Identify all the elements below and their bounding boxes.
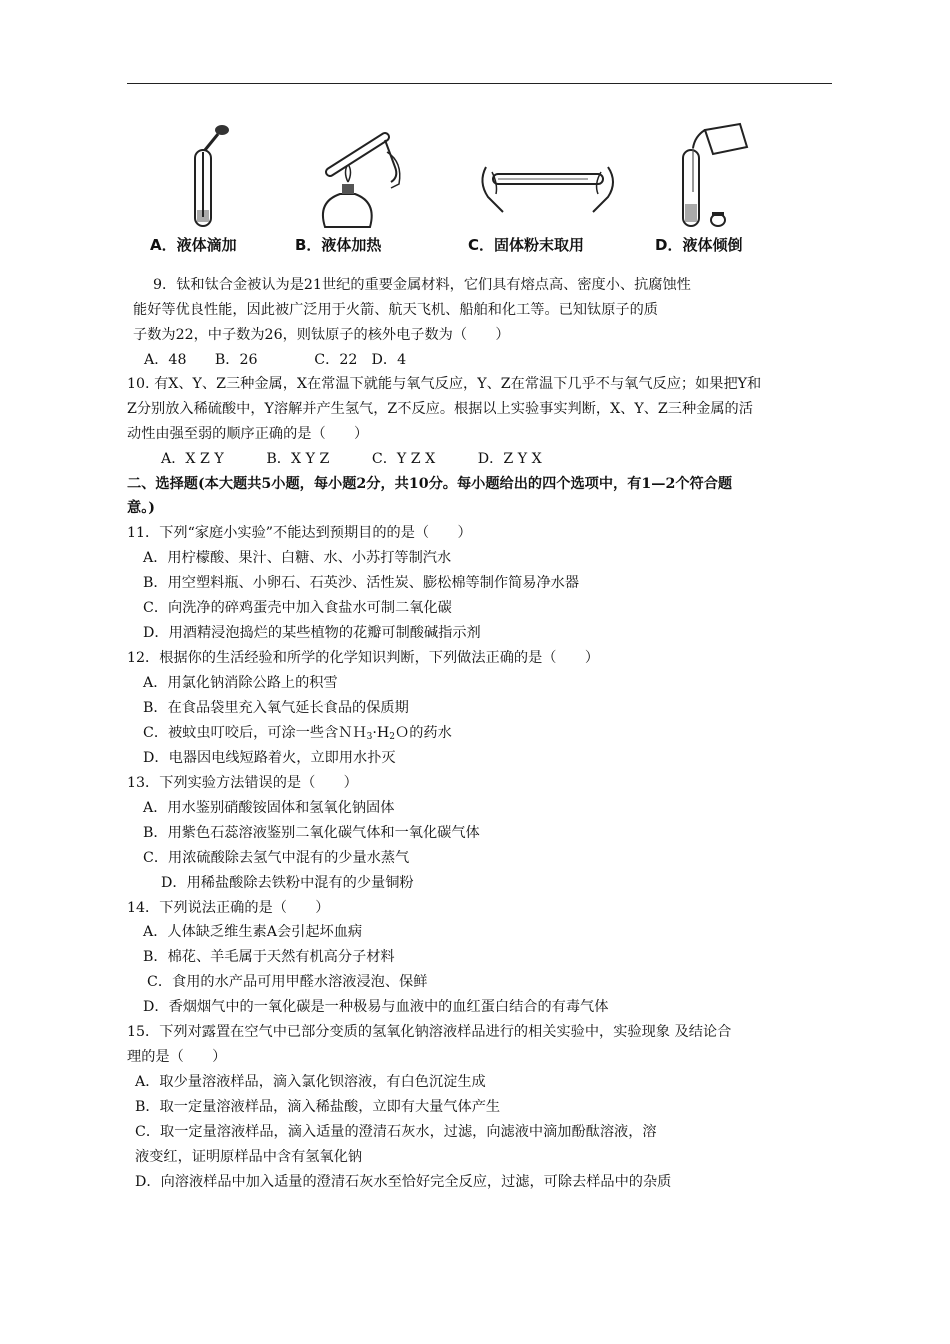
heating-tube-icon [295, 122, 465, 232]
figure-b [295, 122, 465, 260]
q11-option-a: A．用柠檬酸、果汁、白糖、水、小苏打等制汽水 [143, 550, 452, 566]
figure-d-caption: D．液体倾倒 [655, 236, 743, 254]
q12-stem: 12．根据你的生活经验和所学的化学知识判断，下列做法正确的是（ ） [127, 650, 600, 666]
powder-tube-icon [468, 122, 638, 232]
q10-options: A．X Z Y B．X Y Z C．Y Z X D．Z Y X [161, 451, 542, 467]
q14-stem: 14．下列说法正确的是（ ） [127, 900, 330, 916]
header-rule [127, 83, 832, 84]
q12-c-text-3: Ｏ的药水 [395, 725, 452, 741]
apparatus-figures [150, 122, 810, 260]
q9-line-3: 子数为22，中子数为26，则钛原子的核外电子数为（ ） [133, 327, 510, 343]
q12-option-d: D．电器因电线短路着火，立即用水扑灭 [143, 750, 396, 766]
q12-option-b: B．在食品袋里充入氧气延长食品的保质期 [143, 700, 409, 716]
q14-option-a: A．人体缺乏维生素A会引起坏血病 [143, 924, 363, 940]
q13-stem: 13．下列实验方法错误的是（ ） [127, 775, 358, 791]
section-2-heading-1: 二、选择题(本大题共5小题，每小题2分，共10分。每小题给出的四个选项中，有1—2个符合题 [127, 476, 733, 492]
q12-c-sub-2: 2 [389, 732, 396, 742]
figure-a-caption: A．液体滴加 [150, 236, 237, 254]
section-2-heading-2: 意。) [127, 500, 155, 516]
q13-option-d: D．用稀盐酸除去铁粉中混有的少量铜粉 [161, 875, 414, 891]
figure-b-caption: B．液体加热 [295, 236, 382, 254]
q12-option-a: A．用氯化钠消除公路上的积雪 [143, 675, 338, 691]
pouring-tube-icon [655, 122, 825, 232]
q15-option-c-2: 液变红，证明原样品中含有氢氧化钠 [135, 1149, 363, 1165]
q15-option-a: A．取少量溶液样品，滴入氯化钡溶液，有白色沉淀生成 [135, 1074, 486, 1090]
q15-line-2: 理的是（ ） [127, 1049, 227, 1065]
q13-option-a: A．用水鉴别硝酸铵固体和氢氧化钠固体 [143, 800, 395, 816]
q10-line-2: Z分别放入稀硫酸中，Y溶解并产生氢气，Z不反应。根据以上实验事实判断，X、Y、Z三种金属的活 [127, 401, 753, 417]
figure-c-caption: C．固体粉末取用 [468, 236, 585, 254]
q9-options: A．48 B．26 C．22 D．4 [144, 352, 407, 368]
q13-option-b: B．用紫色石蕊溶液鉴别二氧化碳气体和一氧化碳气体 [143, 825, 480, 841]
q9-line-1: 9．钛和钛合金被认为是21世纪的重要金属材料，它们具有熔点高、密度小、抗腐蚀性 [153, 277, 691, 293]
q11-stem: 11．下列“家庭小实验”不能达到预期目的的是（ ） [127, 525, 472, 541]
q14-option-b: B．棉花、羊毛属于天然有机高分子材料 [143, 949, 395, 965]
q15-option-d: D．向溶液样品中加入适量的澄清石灰水至恰好完全反应，过滤，可除去样品中的杂质 [135, 1174, 672, 1190]
q11-option-c: C．向洗净的碎鸡蛋壳中加入食盐水可制二氧化碳 [143, 600, 452, 616]
q12-c-text-2: ·H [372, 725, 390, 741]
q15-option-c-1: C．取一定量溶液样品，滴入适量的澄清石灰水，过滤，向滤液中滴加酚酞溶液，溶 [135, 1124, 657, 1140]
figure-c [468, 122, 638, 260]
q12-c-text-1: C．被蚊虫叮咬后，可涂一些含ＮＨ [143, 725, 367, 741]
q11-option-b: B．用空塑料瓶、小卵石、石英沙、活性炭、膨松棉等制作简易净水器 [143, 575, 580, 591]
q15-line-1: 15．下列对露置在空气中已部分变质的氢氧化钠溶液样品进行的相关实验中，实验现象 及结论合 [127, 1024, 732, 1040]
q14-option-d: D．香烟烟气中的一氧化碳是一种极易与血液中的血红蛋白结合的有毒气体 [143, 999, 609, 1015]
q12-option-c [143, 723, 452, 747]
q15-option-b: B．取一定量溶液样品，滴入稀盐酸，立即有大量气体产生 [135, 1099, 501, 1115]
q14-option-c: C．食用的水产品可用甲醛水溶液浸泡、保鲜 [147, 974, 428, 990]
q13-option-c: C．用浓硫酸除去氢气中混有的少量水蒸气 [143, 850, 410, 866]
q12-c-sub-1: 3 [366, 732, 373, 742]
q9-line-2: 能好等优良性能，因此被广泛用于火箭、航天飞机、船舶和化工等。已知钛原子的质 [133, 302, 658, 318]
figure-d [655, 122, 825, 260]
q10-line-1: 10. 有X、Y、Z三种金属，X在常温下就能与氧气反应，Y、Z在常温下几乎不与氧气反应；如果把Y和 [127, 376, 762, 392]
q10-line-3: 动性由强至弱的顺序正确的是（ ） [127, 426, 369, 442]
q11-option-d: D．用酒精浸泡捣烂的某些植物的花瓣可制酸碱指示剂 [143, 625, 481, 641]
